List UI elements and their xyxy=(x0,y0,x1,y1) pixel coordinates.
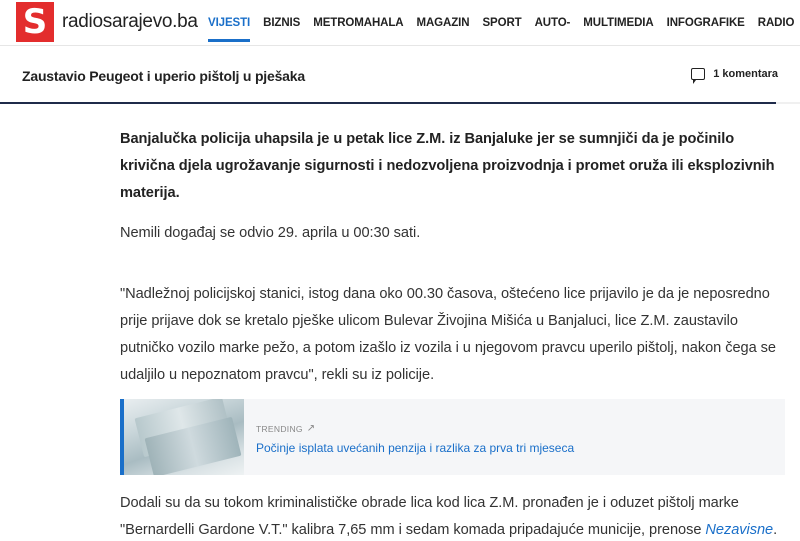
nav-item-multimedia[interactable]: MULTIMEDIA xyxy=(583,17,654,29)
paragraph-end: . xyxy=(773,522,778,538)
paragraph-text: Dodali su da su tokom kriminalističke obrade lica kod lica Z.M. pronađen je i oduzet pištolj marke "Bernardelli Gardone V.T." kalibra 7,65 mm i sedam komada pripadajuće municije, prenose xyxy=(120,495,739,538)
nav-item-vijesti[interactable]: VIJESTI xyxy=(208,0,250,46)
article-title: Zaustavio Peugeot i uperio pištolj u pješaka xyxy=(22,68,305,84)
article-header-bar xyxy=(0,46,800,104)
trending-up-icon: ↗ xyxy=(306,423,316,434)
nav-item-sport[interactable]: SPORT xyxy=(482,17,522,29)
read-progress-bar xyxy=(0,102,800,104)
comments-count[interactable]: 1 komentara xyxy=(713,68,778,80)
nav-item-metromahala[interactable]: METROMAHALA xyxy=(313,17,404,29)
nav-item-infografike[interactable]: INFOGRAFIKE xyxy=(666,17,745,29)
main-nav xyxy=(208,0,800,46)
top-navigation xyxy=(0,0,800,46)
article-body xyxy=(120,126,785,541)
comment-icon xyxy=(691,68,705,80)
article-lead: Banjalučka policija uhapsila je u petak lice Z.M. iz Banjaluke jer se sumnjiči da je počinilo krivična djela ugrožavanje sigurnosti i nedozvoljena proizvodnja i promet oruža ili eksplozivnih materija. xyxy=(120,131,775,201)
nav-item-biznis[interactable]: BIZNIS xyxy=(263,17,301,29)
nav-item-auto-moto[interactable]: AUTO- xyxy=(534,17,571,29)
trending-label xyxy=(256,423,315,434)
trending-thumbnail[interactable] xyxy=(124,399,244,475)
source-link-nezavisne[interactable]: Nezavisne xyxy=(705,522,774,538)
site-name[interactable]: radiosarajevo.ba xyxy=(62,11,198,32)
nav-item-radio[interactable]: RADIO xyxy=(757,17,795,29)
nav-item-magazin[interactable]: MAGAZIN xyxy=(416,17,470,29)
article-paragraph: Nemili događaj se odvio 29. aprila u 00:30 sati. xyxy=(120,225,421,241)
trending-card[interactable] xyxy=(120,399,785,475)
comments-link[interactable] xyxy=(691,68,778,80)
article-paragraph-quote: "Nadležnoj policijskoj stanici, istog dana oko 00.30 časova, oštećeno lice prijavilo je da je neposredno prije prijave dok se kretalo pješke ulicom Bulevar Živojina Mišića u Banjaluci, lice Z.M. zaustavilo putničko vozilo marke pežo, a potom izašlo iz vozila i u njegovom pravcu uperilo pištolj, nakon čega se udaljilo u nepoznatom pravcu", rekli su iz policije. xyxy=(120,286,776,383)
article-paragraph-last xyxy=(120,490,785,541)
trending-link[interactable]: Počinje isplata uvećanih penzija i razlika za prva tri mjeseca xyxy=(256,441,575,455)
read-progress-fill xyxy=(0,102,776,104)
trending-label-text: TRENDING xyxy=(256,423,303,434)
site-logo[interactable]: S xyxy=(16,2,54,42)
